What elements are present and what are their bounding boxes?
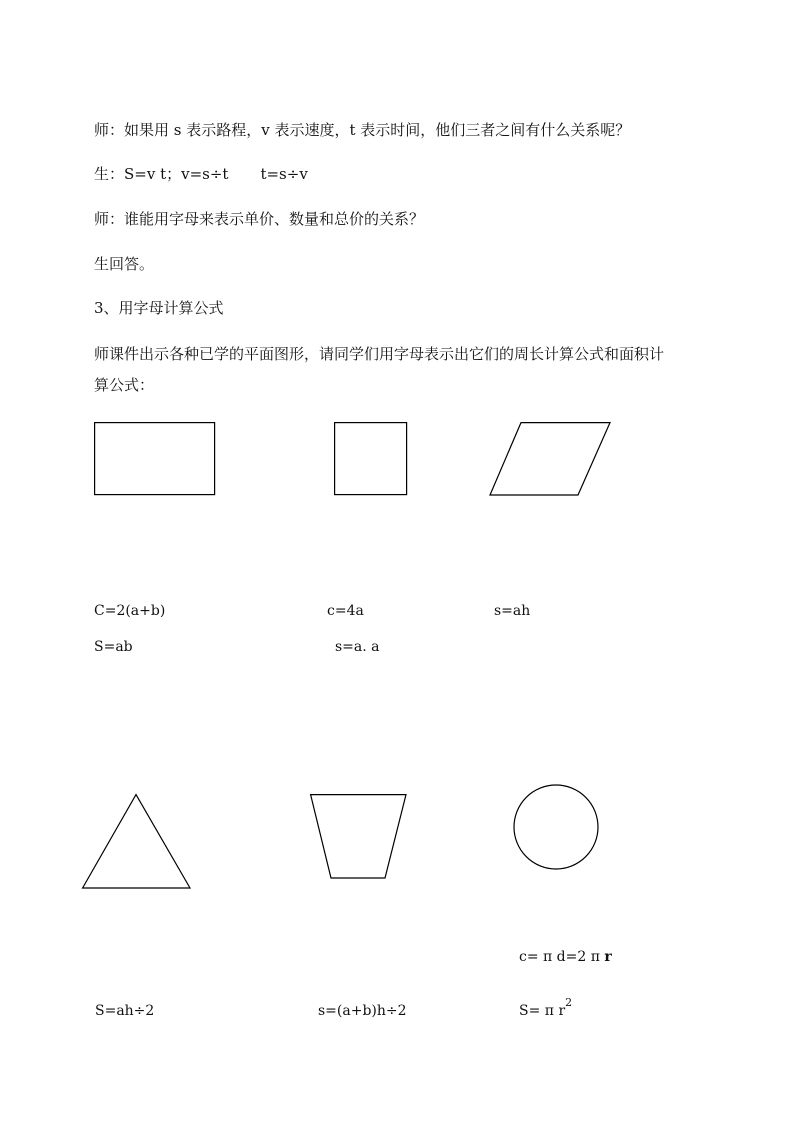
student-answer-formulas [94, 165, 308, 183]
trapezoid-figure [310, 794, 408, 880]
parallelogram-area-formula: s=ah [494, 603, 531, 619]
student-answer-part2: t=s÷v [260, 165, 308, 183]
rectangle-area-formula: S=ab [94, 639, 133, 655]
circle-area-exponent: 2 [565, 996, 573, 1009]
triangle-outline [83, 795, 190, 888]
circle-area-prefix: S= π [519, 1003, 559, 1019]
triangle-figure [82, 794, 192, 890]
rectangle-perimeter-formula: C=2(a+b) [94, 603, 166, 619]
student-response: 生回答。 [94, 255, 155, 273]
parallelogram-figure [489, 422, 613, 497]
circle-circumference-prefix: c= π d=2 π [519, 949, 605, 965]
teacher-question-speed: 师：如果用 s 表示路程，v 表示速度，t 表示时间，他们三者之间有什么关系呢？ [94, 121, 631, 139]
section-intro-line1: 师课件出示各种已学的平面图形，请同学们用字母表示出它们的周长计算公式和面积计 [94, 345, 665, 363]
teacher-question-price: 师：谁能用字母来表示单价、数量和总价的关系？ [94, 210, 425, 228]
trapezoid-outline [311, 795, 406, 878]
circle-circumference-r: r [604, 949, 612, 965]
circle-area-formula [519, 996, 573, 1021]
section-intro-line2: 算公式： [94, 376, 155, 394]
rectangle-figure [94, 422, 216, 497]
trapezoid-area-formula: s=(a+b)h÷2 [318, 1003, 407, 1019]
rectangle-outline [95, 423, 215, 495]
circle-circumference-formula [519, 948, 612, 966]
circle-area-r: r [558, 1003, 566, 1019]
square-outline [335, 423, 407, 495]
triangle-area-formula: S=ah÷2 [95, 1003, 155, 1019]
square-perimeter-formula: c=4a [327, 603, 364, 619]
circle-outline [514, 785, 598, 869]
square-figure [334, 422, 408, 497]
parallelogram-outline [490, 423, 610, 495]
section-heading: 3、用字母计算公式 [94, 299, 224, 317]
circle-figure [513, 784, 601, 872]
square-area-formula: s=a. a [335, 639, 380, 655]
student-answer-part1: 生：S=v t；v=s÷t [94, 165, 229, 183]
